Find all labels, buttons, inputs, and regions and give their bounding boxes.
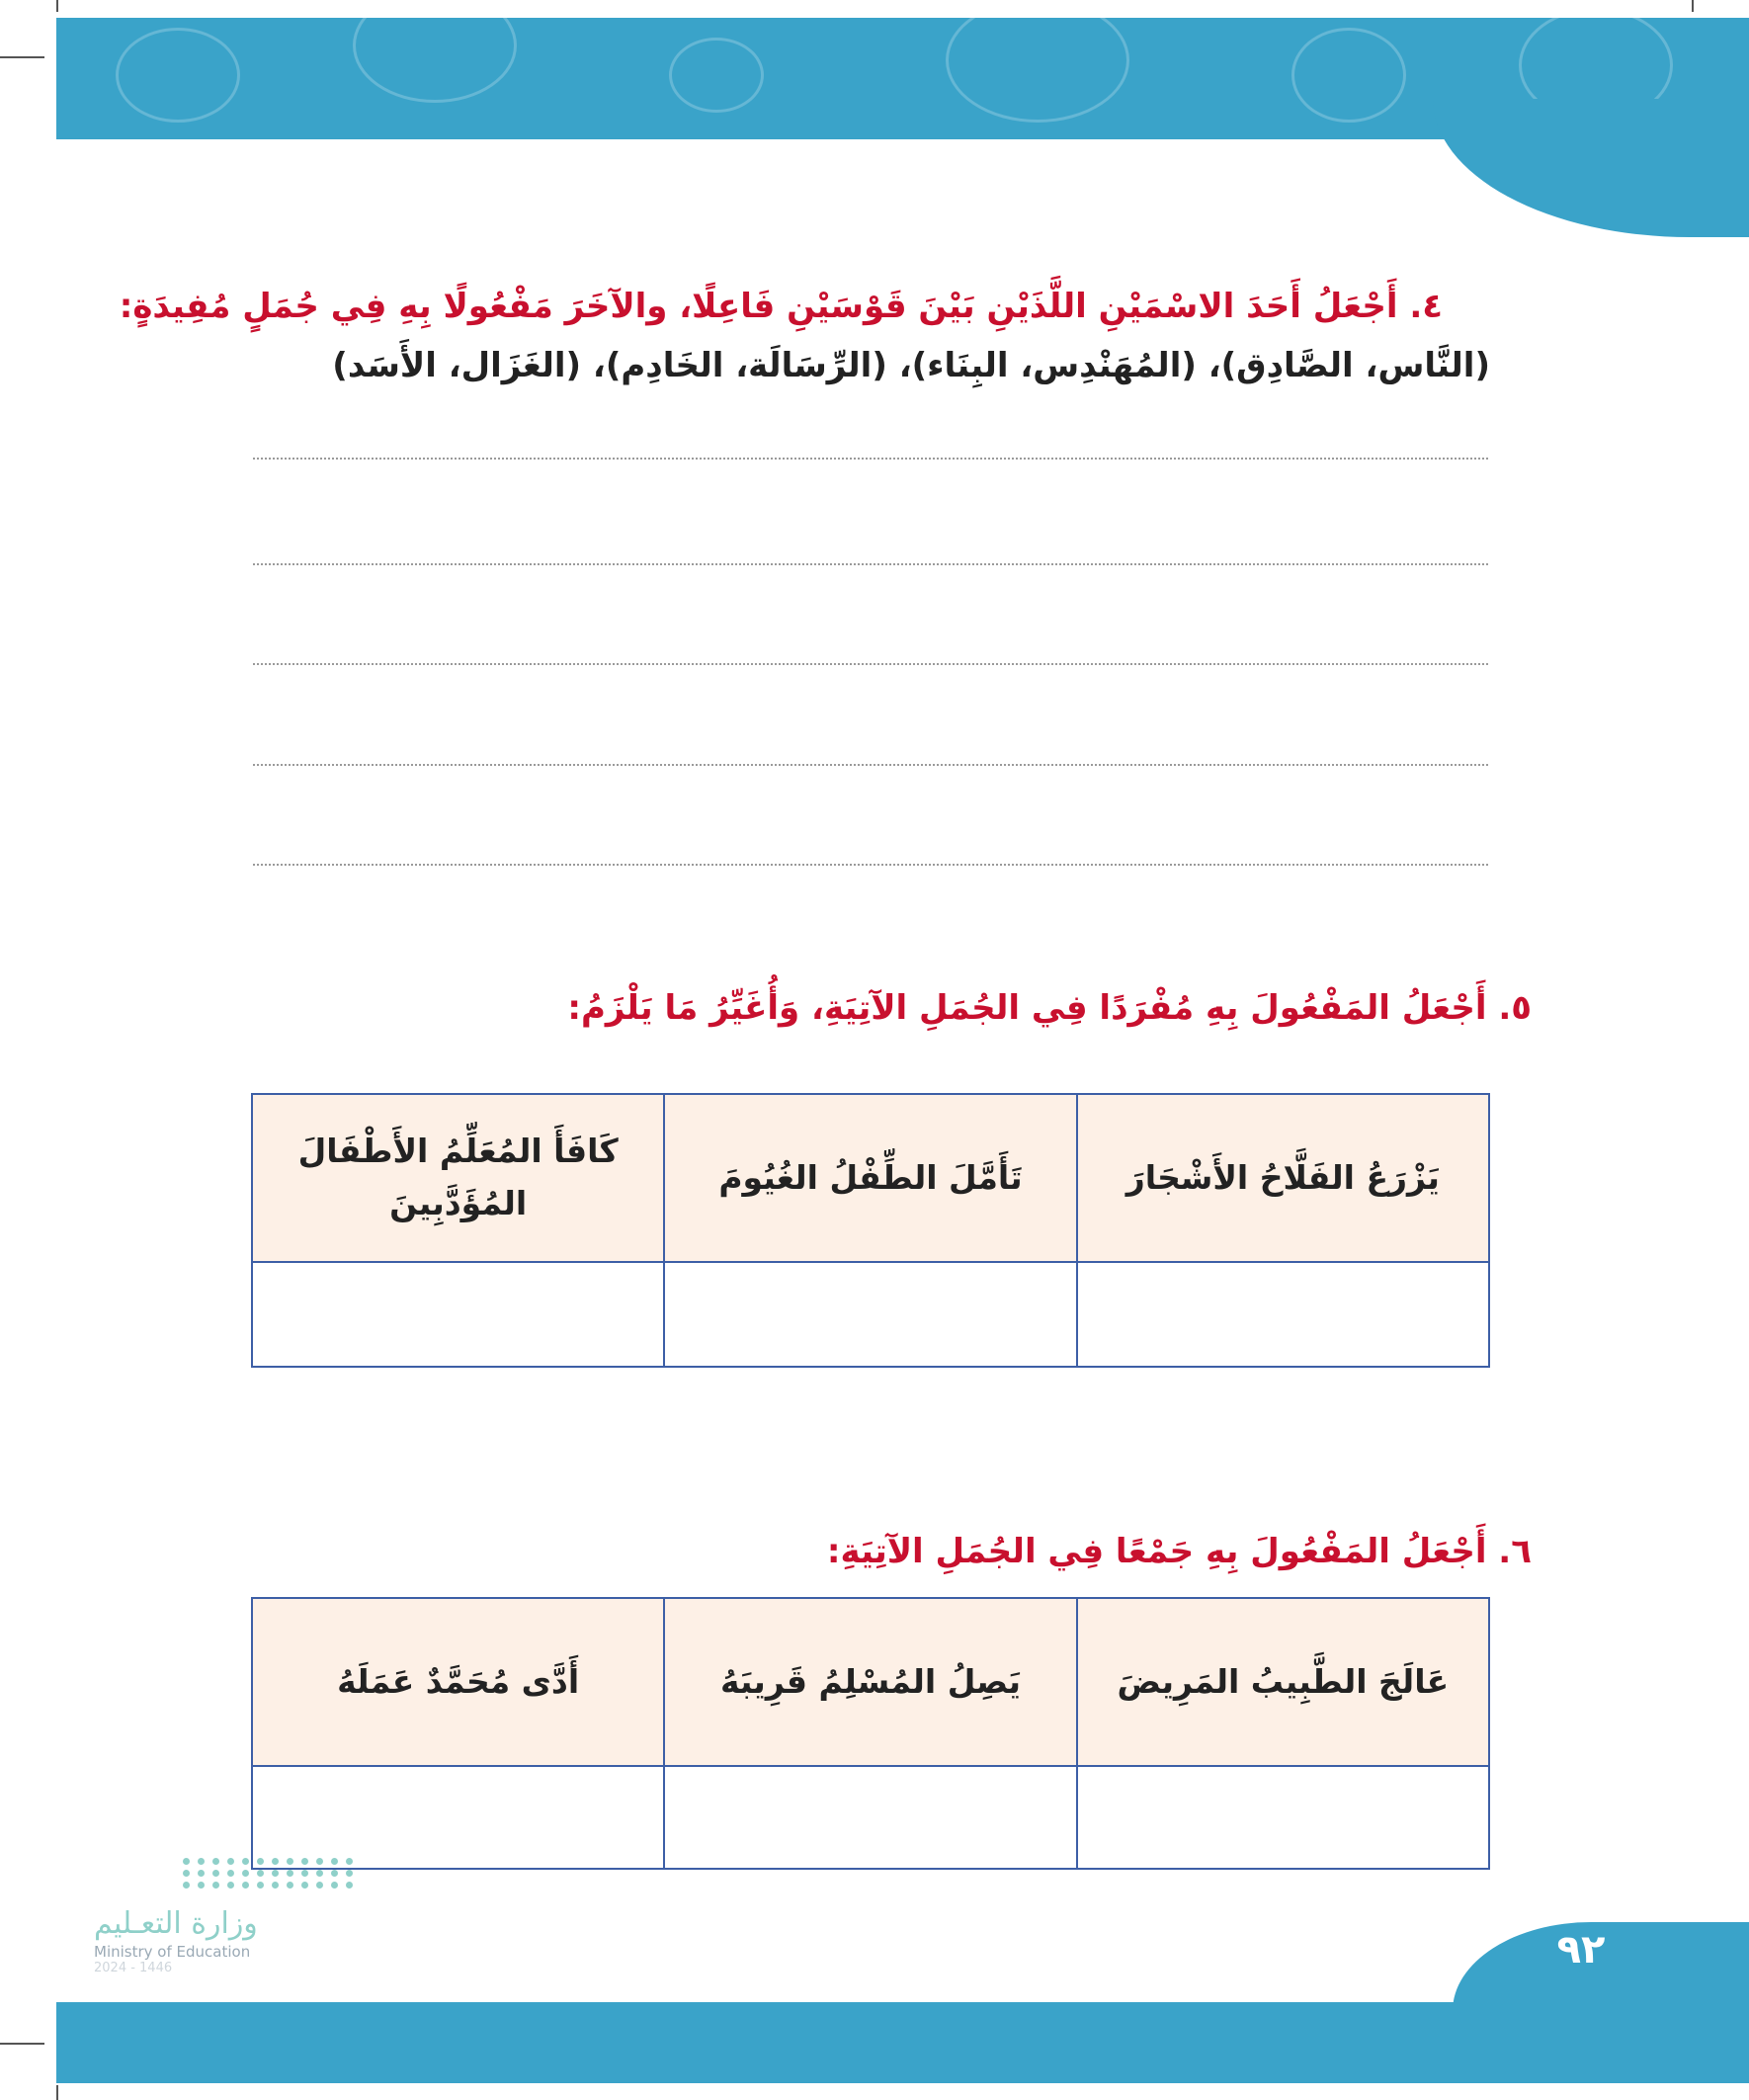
page-number: ٩٢ (1556, 1927, 1606, 1973)
answer-line[interactable] (253, 764, 1488, 766)
logo-year: 2024 - 1446 (94, 1961, 173, 1975)
q5-sentence-2: تَأَمَّلَ الطِّفْلُ الغُيُومَ (664, 1094, 1076, 1262)
q5-answer-cell-2[interactable] (664, 1262, 1076, 1367)
logo-dots-icon (183, 1858, 292, 1889)
q4-words: (النَّاس، الصَّادِق)، (المُهَنْدِس، البِنَاء)، (الرِّسَالَة، الخَادِم)، (الغَزَال، الأَسَد) (332, 346, 1490, 385)
q5-table (251, 1093, 1490, 1368)
q5-sentence-1: يَزْرَعُ الفَلَّاحُ الأَشْجَارَ (1077, 1094, 1489, 1262)
crop-mark (1692, 0, 1694, 12)
header-curve (1433, 99, 1749, 237)
crop-mark (0, 56, 44, 58)
logo-english: Ministry of Education (94, 1943, 251, 1961)
answer-line[interactable] (253, 864, 1488, 866)
q6-sentence-2: يَصِلُ المُسْلِمُ قَرِيبَهُ (664, 1598, 1076, 1766)
q6-sentence-3: أَدَّى مُحَمَّدٌ عَمَلَهُ (252, 1598, 664, 1766)
q5-answer-cell-1[interactable] (1077, 1262, 1489, 1367)
q6-sentence-1: عَالَجَ الطَّبِيبُ المَرِيضَ (1077, 1598, 1489, 1766)
footer-band (56, 2002, 1749, 2083)
crop-mark (56, 2085, 58, 2100)
q6-answer-cell-3[interactable] (252, 1766, 664, 1869)
answer-line[interactable] (253, 663, 1488, 665)
crop-mark (0, 2043, 44, 2045)
q5-answer-cell-3[interactable] (252, 1262, 664, 1367)
ministry-logo (94, 1858, 292, 1975)
answer-line[interactable] (253, 458, 1488, 460)
logo-arabic: وزارة التعـليم (94, 1906, 258, 1941)
q4-title: ٤. أَجْعَلُ أَحَدَ الاسْمَيْنِ اللَّذَيْنِ بَيْنَ قَوْسَيْنِ فَاعِلًا، والآخَرَ مَفْعُولًا بِهِ فِي جُمَلٍ مُفِيدَةٍ: (119, 287, 1443, 326)
crop-mark (56, 0, 58, 12)
q5-sentence-3: كَافَأَ المُعَلِّمُ الأَطْفَالَ المُؤَدَّبِينَ (252, 1094, 664, 1262)
q6-title: ٦. أَجْعَلُ المَفْعُولَ بِهِ جَمْعًا فِي الجُمَلِ الآتِيَةِ: (826, 1532, 1532, 1571)
q6-answer-cell-2[interactable] (664, 1766, 1076, 1869)
q6-table (251, 1597, 1490, 1870)
q5-title: ٥. أَجْعَلُ المَفْعُولَ بِهِ مُفْرَدًا فِي الجُمَلِ الآتِيَةِ، وَأُغَيِّرُ مَا يَلْزَمُ: (567, 988, 1532, 1028)
q6-answer-cell-1[interactable] (1077, 1766, 1489, 1869)
answer-line[interactable] (253, 563, 1488, 565)
